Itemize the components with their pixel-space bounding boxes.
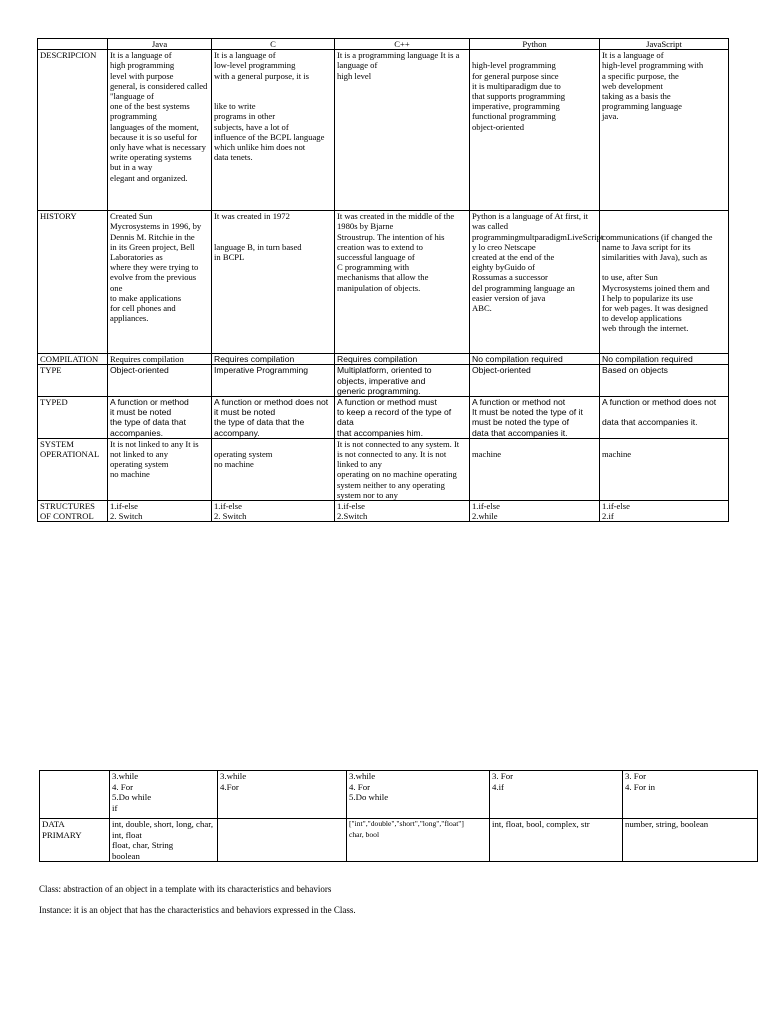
cell-javascript: 3. For 4. For in (623, 771, 758, 819)
row-data-primary (40, 819, 758, 862)
row-compilation (38, 354, 729, 365)
row-description (38, 50, 729, 211)
cell-python: Object-oriented (470, 365, 600, 397)
header-c: C (212, 39, 335, 50)
continuation-table (39, 770, 758, 862)
cell-cpp: ["int","double","short","long","float"] char, bool (347, 819, 490, 862)
cell-python: machine (470, 438, 600, 500)
cell-cpp: A function or method must to keep a record of the type of data that accompanies him. (335, 397, 470, 439)
cell-java: 3.while 4. For 5.Do while if (110, 771, 218, 819)
row-type (38, 365, 729, 397)
header-python: Python (470, 39, 600, 50)
cell-c: operating system no machine (212, 438, 335, 500)
cell-cpp: It was created in the middle of the 1980s by Bjarne Stroustrup. The intention of his creation was to extend to successful language of C programming with mechanisms that allow the manipulation of objects. (335, 211, 470, 354)
row-label: STRUCTURES OF CONTROL (38, 501, 108, 522)
comparison-table (37, 38, 729, 522)
cell-c: Requires compilation (212, 354, 335, 365)
cell-cpp: 3.while 4. For 5.Do while (347, 771, 490, 819)
cell-java: It is a language of high programming level with purpose general, is considered called "language of one of the best systems programming languages of the moment, because it is so useful for only have what is necessary write operating systems but in a way elegant and organized. (108, 50, 212, 211)
row-label (40, 771, 110, 819)
cell-python: 1.if-else 2.while (470, 501, 600, 522)
cell-javascript: It is a language of high-level programming with a specific purpose, the web development taking as a basis the programming language java. (600, 50, 729, 211)
row-label: HISTORY (38, 211, 108, 354)
cell-java: Object-oriented (108, 365, 212, 397)
class-definition: Class: abstraction of an object in a template with its characteristics and behaviors (39, 884, 332, 894)
cell-cpp: It is not connected to any system. It is not connected to any. It is not linked to any operating on no machine operating system neither to any operating system nor to any (335, 438, 470, 500)
cell-c: 3.while 4.For (218, 771, 347, 819)
cell-javascript: number, string, boolean (623, 819, 758, 862)
row-label: DATA PRIMARY (40, 819, 110, 862)
cell-c (218, 819, 347, 862)
row-control-continued (40, 771, 758, 819)
row-structures-of-control (38, 501, 729, 522)
cell-cpp: Multiplatform, oriented to objects, imperative and generic programming. (335, 365, 470, 397)
row-label: SYSTEM OPERATIONAL (38, 438, 108, 500)
cell-python: A function or method not It must be noted the type of it must be noted the type of data that accompanies it. (470, 397, 600, 439)
cell-java: Requires compilation (108, 354, 212, 365)
cell-python: int, float, bool, complex, str (490, 819, 623, 862)
cell-python: Python is a language of At first, it was called programmingmultparadigmLiveScript y lo creo Netscape created at the end of the eighty byGuido of Rossumas a successor del programming language an easier version of java ABC. (470, 211, 600, 354)
cell-c: A function or method does not it must be noted the type of data that the accompany. (212, 397, 335, 439)
row-label: TYPED (38, 397, 108, 439)
cell-javascript: 1.if-else 2.if (600, 501, 729, 522)
cell-python: high-level programming for general purpose since it is multiparadigm due to that supports programming imperative, programming functional programming object-oriented (470, 50, 600, 211)
cell-c: It is a language of low-level programming with a general purpose, it is like to write programs in other subjects, have a lot of influence of the BCPL language which unlike him does not data tenets. (212, 50, 335, 211)
cell-c: It was created in 1972 language B, in turn based in BCPL (212, 211, 335, 354)
header-empty (38, 39, 108, 50)
cell-javascript: A function or method does not data that accompanies it. (600, 397, 729, 439)
cell-python: No compilation required (470, 354, 600, 365)
cell-javascript: Based on objects (600, 365, 729, 397)
cell-java: It is not linked to any It is not linked to any operating system no machine (108, 438, 212, 500)
cell-c: Imperative Programming (212, 365, 335, 397)
row-typed (38, 397, 729, 439)
row-label: COMPILATION (38, 354, 108, 365)
cell-java: 1.if-else 2. Switch (108, 501, 212, 522)
cell-javascript: No compilation required (600, 354, 729, 365)
header-row (38, 39, 729, 50)
cell-javascript: machine (600, 438, 729, 500)
cell-java: Created Sun Mycrosystems in 1996, by Dennis M. Ritchie in the in its Green project, Bell Laboratories as where they were trying to evolve from the previous one to make applications for cell phones and appliances. (108, 211, 212, 354)
cell-python: 3. For 4.if (490, 771, 623, 819)
instance-definition: Instance: it is an object that has the characteristics and behaviors expressed in the Class. (39, 905, 356, 915)
cell-javascript: communications (if changed the name to Java script for its similarities with Java), such as to use, after Sun Mycrosystems joined them and I help to popularize its use for web pages. It was designed to develop applications web through the internet. (600, 211, 729, 354)
row-label: DESCRIPCION (38, 50, 108, 211)
cell-cpp: Requires compilation (335, 354, 470, 365)
header-java: Java (108, 39, 212, 50)
header-cpp: C++ (335, 39, 470, 50)
cell-c: 1.if-else 2. Switch (212, 501, 335, 522)
cell-java: int, double, short, long, char, int, float float, char, String boolean (110, 819, 218, 862)
cell-java: A function or method it must be noted the type of data that accompanies. (108, 397, 212, 439)
row-label: TYPE (38, 365, 108, 397)
cell-cpp: 1.if-else 2.Switch (335, 501, 470, 522)
row-system-operational (38, 438, 729, 500)
row-history (38, 211, 729, 354)
cell-cpp: It is a programming language It is a language of high level (335, 50, 470, 211)
header-javascript: JavaScript (600, 39, 729, 50)
